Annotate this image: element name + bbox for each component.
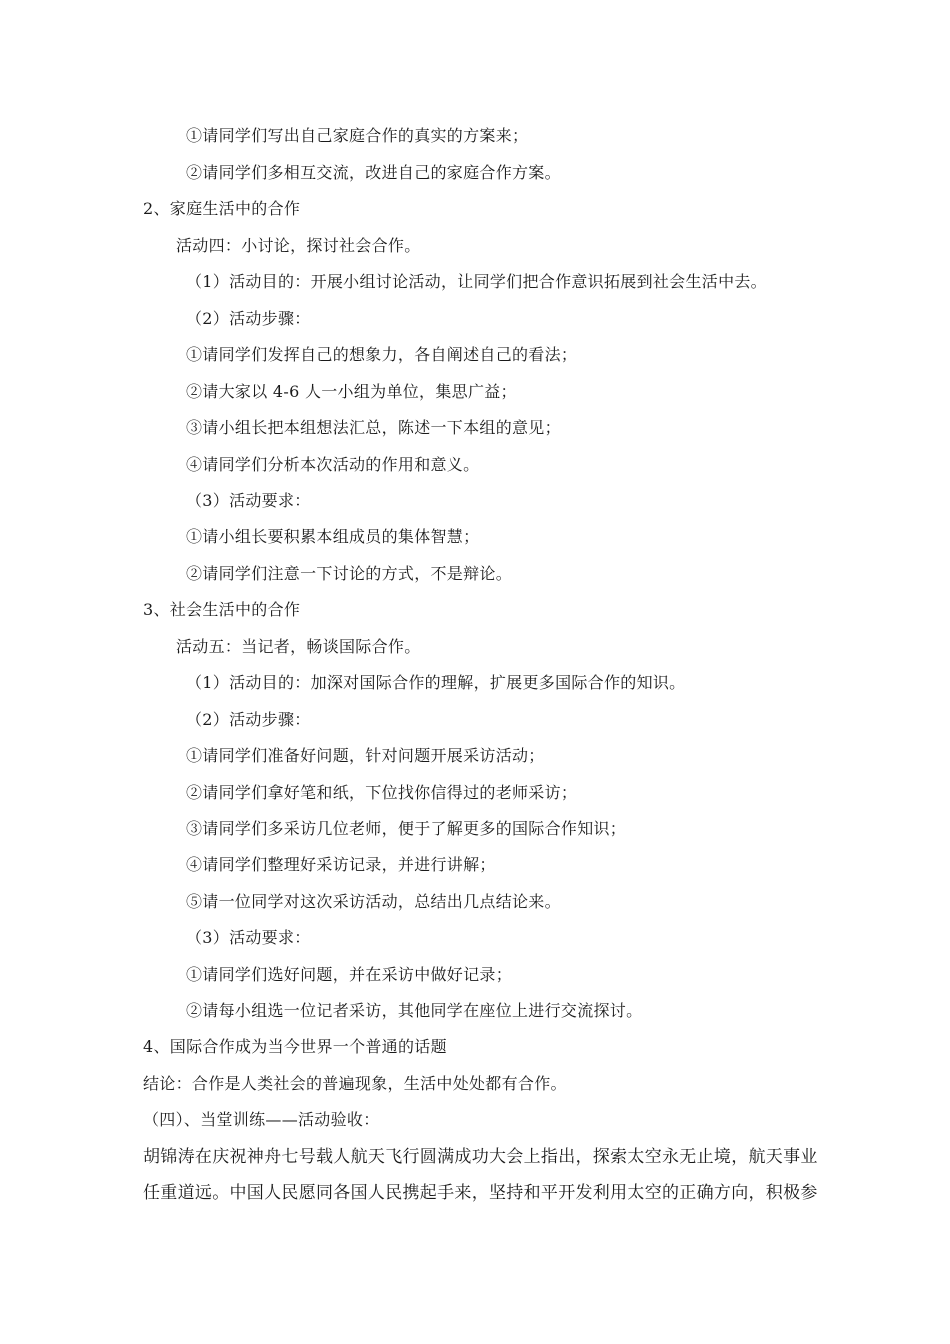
section-heading: 4、国际合作成为当今世界一个普通的话题 — [143, 1037, 447, 1056]
text-line: （3）活动要求： — [186, 491, 311, 510]
text-line: ①请同学们写出自己家庭合作的真实的方案来； — [186, 126, 529, 145]
text-line: ②请大家以 4-6 人一小组为单位，集思广益； — [186, 382, 517, 401]
text-line: （1）活动目的：开展小组讨论活动，让同学们把合作意识拓展到社会生活中去。 — [186, 272, 767, 291]
text-line: 活动四：小讨论，探讨社会合作。 — [176, 236, 421, 255]
text-line: （2）活动步骤： — [186, 309, 311, 328]
paragraph-line: 胡锦涛在庆祝神舟七号载人航天飞行圆满成功大会上指出，探索太空永无止境，航天事业 — [143, 1147, 818, 1167]
text-line: ①请同学们选好问题，并在采访中做好记录； — [186, 965, 513, 984]
section-heading: （四）、当堂训练——活动验收： — [143, 1110, 380, 1129]
text-line: ④请同学们整理好采访记录，并进行讲解； — [186, 855, 496, 874]
text-line: 活动五：当记者，畅谈国际合作。 — [176, 637, 421, 656]
text-line: （3）活动要求： — [186, 928, 311, 947]
text-line: ②请同学们拿好笔和纸，下位找你信得过的老师采访； — [186, 783, 578, 802]
text-line: ①请同学们发挥自己的想象力，各自阐述自己的看法； — [186, 345, 578, 364]
text-line: （2）活动步骤： — [186, 710, 311, 729]
text-line: ④请同学们分析本次活动的作用和意义。 — [186, 455, 480, 474]
section-heading: 2、家庭生活中的合作 — [143, 199, 301, 218]
text-line: ②请同学们注意一下讨论的方式，不是辩论。 — [186, 564, 513, 583]
text-line: （1）活动目的：加深对国际合作的理解，扩展更多国际合作的知识。 — [186, 673, 686, 692]
section-heading: 3、社会生活中的合作 — [143, 600, 301, 619]
text-line: ①请同学们准备好问题，针对问题开展采访活动； — [186, 746, 545, 765]
paragraph-line: 任重道远。中国人民愿同各国人民携起手来，坚持和平开发利用太空的正确方向，积极参 — [143, 1183, 818, 1203]
conclusion-line: 结论：合作是人类社会的普遍现象，生活中处处都有合作。 — [143, 1074, 567, 1093]
text-line: ③请同学们多采访几位老师，便于了解更多的国际合作知识； — [186, 819, 627, 838]
text-line: ③请小组长把本组想法汇总，陈述一下本组的意见； — [186, 418, 561, 437]
text-line: ②请每小组选一位记者采访，其他同学在座位上进行交流探讨。 — [186, 1001, 643, 1020]
text-line: ⑤请一位同学对这次采访活动，总结出几点结论来。 — [186, 892, 561, 911]
text-line: ①请小组长要积累本组成员的集体智慧； — [186, 527, 480, 546]
text-line: ②请同学们多相互交流，改进自己的家庭合作方案。 — [186, 163, 561, 182]
